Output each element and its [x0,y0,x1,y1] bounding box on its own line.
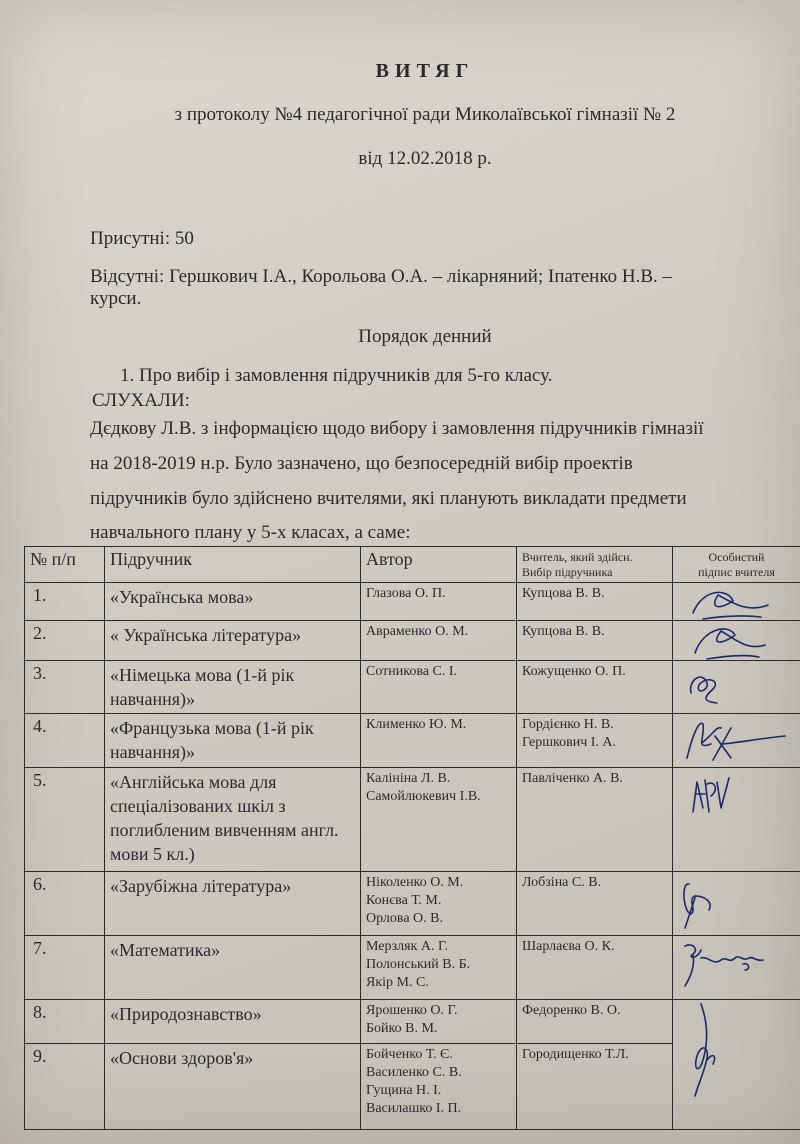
row-signature [673,768,800,872]
row-signature [673,714,800,768]
header-signature-line-1: Особистий [708,550,765,564]
author-name: Глазова О. П. [366,586,446,601]
teacher-name: Городищенко Т.Л. [522,1047,629,1062]
table-row [25,872,800,936]
handwritten-signature [673,661,793,711]
row-textbook: «Англійська мова для спеціалізованих шкіл з поглибленим вивченням англ. мови 5 кл.) [105,768,361,872]
row-author [361,583,517,621]
row-number: 5. [25,768,105,872]
row-number: 8. [25,1000,105,1044]
body-line-3: підручників було здійснено вчителями, які планують викладати предмети [90,488,687,509]
table-row [25,768,800,872]
row-textbook: « Українська література» [105,621,361,661]
teacher-name: Павліченко А. В. [522,771,623,786]
teacher-name: Гордієнко Н. В. [522,717,614,732]
table-row [25,621,800,661]
handwritten-signature [673,621,793,661]
row-number: 9. [25,1044,105,1130]
header-signature-line-2: підпис вчителя [698,565,775,579]
document-subtitle: з протоколу №4 педагогічної ради Миколаївської гімназії № 2 [174,104,676,125]
body-line-1: Дєдкову Л.В. з інформацією щодо вибору і замовлення підручників гімназії [90,418,704,439]
row-number: 1. [25,583,105,621]
author-name: Бойко В. М. [366,1021,438,1036]
table-row [25,661,800,714]
row-number: 7. [25,936,105,1000]
row-author [361,661,517,714]
row-author [361,936,517,1000]
row-textbook: «Зарубіжна література» [105,872,361,936]
header-author: Автор [361,547,517,583]
table-row [25,1000,800,1044]
handwritten-signature [673,583,793,623]
teacher-name: Кожущенко О. П. [522,664,626,679]
row-textbook: «Математика» [105,936,361,1000]
handwritten-signature [673,714,793,768]
author-name: Мерзляк А. Г. [366,939,449,954]
author-name: Конєва Т. М. [366,893,442,908]
table-row [25,583,800,621]
header-num: № п/п [25,547,105,583]
row-teacher [517,714,673,768]
row-textbook: «Українська мова» [105,583,361,621]
table-row [25,714,800,768]
row-textbook: «Природознавство» [105,1000,361,1044]
row-author [361,872,517,936]
heard-label: СЛУХАЛИ: [92,390,190,411]
author-name: Василенко С. В. [366,1065,462,1080]
document-title: ВИТЯГ [375,60,475,82]
row-number: 2. [25,621,105,661]
author-name: Сотникова С. І. [366,664,457,679]
teacher-name: Гершкович І. А. [522,735,617,750]
handwritten-signature [673,1000,793,1120]
row-signature [673,936,800,1000]
row-signature [673,621,800,661]
handwritten-signature [673,936,793,996]
author-name: Калініна Л. В. [366,771,451,786]
row-teacher [517,768,673,872]
teacher-name: Лобзіна С. В. [522,875,602,890]
row-teacher [517,1000,673,1044]
table-header-row [25,547,800,583]
row-teacher [517,872,673,936]
row-number: 4. [25,714,105,768]
present-line: Присутні: 50 [90,228,194,249]
author-name: Бойченко Т. Є. [366,1047,453,1062]
row-author [361,1000,517,1044]
row-signature [673,661,800,714]
row-teacher [517,936,673,1000]
teacher-name: Федоренко В. О. [522,1003,621,1018]
handwritten-signature [673,872,793,932]
header-signature [673,547,800,583]
author-name: Гущина Н. І. [366,1083,442,1098]
row-author [361,768,517,872]
absent-line-1: Відсутні: Гершкович І.А., Корольова О.А. – лікарняний; Іпатенко Н.В. – [90,266,672,287]
row-signature [673,583,800,621]
document-date: від 12.02.2018 р. [358,148,492,169]
author-name: Клименко Ю. М. [366,717,467,732]
row-number: 6. [25,872,105,936]
textbook-table [24,546,800,1130]
body-line-4: навчального плану у 5-х класах, а саме: [90,522,411,543]
agenda-title: Порядок денний [358,326,492,347]
row-number: 3. [25,661,105,714]
absent-line-2: курси. [90,288,142,309]
row-textbook: «Основи здоров'я» [105,1044,361,1130]
teacher-name: Шарлаєва О. К. [522,939,615,954]
row-signature [673,872,800,936]
header-book: Підручник [105,547,361,583]
author-name: Ярошенко О. Г. [366,1003,458,1018]
row-textbook: «Німецька мова (1-й рік навчання)» [105,661,361,714]
author-name: Полонський В. Б. [366,957,471,972]
header-teacher [517,547,673,583]
agenda-item: 1. Про вибір і замовлення підручників для 5-го класу. [120,365,553,386]
row-author [361,621,517,661]
author-name: Ніколенко О. М. [366,875,464,890]
header-teacher-line-2: Вибір підручника [522,565,613,579]
author-name: Авраменко О. М. [366,624,469,639]
author-name: Якір М. С. [366,975,429,990]
row-teacher [517,621,673,661]
row-author [361,714,517,768]
row-author [361,1044,517,1130]
teacher-name: Купцова В. В. [522,586,605,601]
row-teacher [517,661,673,714]
author-name: Самойлюкевич І.В. [366,789,481,804]
author-name: Василашко І. П. [366,1101,462,1116]
row-teacher [517,583,673,621]
body-line-2: на 2018-2019 н.р. Було зазначено, що безпосередній вибір проектів [90,453,633,474]
teacher-name: Купцова В. В. [522,624,605,639]
table-row [25,936,800,1000]
row-textbook: «Французька мова (1-й рік навчання)» [105,714,361,768]
row-signature [673,1000,800,1130]
row-teacher [517,1044,673,1130]
header-teacher-line-1: Вчитель, який здійсн. [522,550,633,564]
author-name: Орлова О. В. [366,911,443,926]
handwritten-signature [673,768,793,828]
